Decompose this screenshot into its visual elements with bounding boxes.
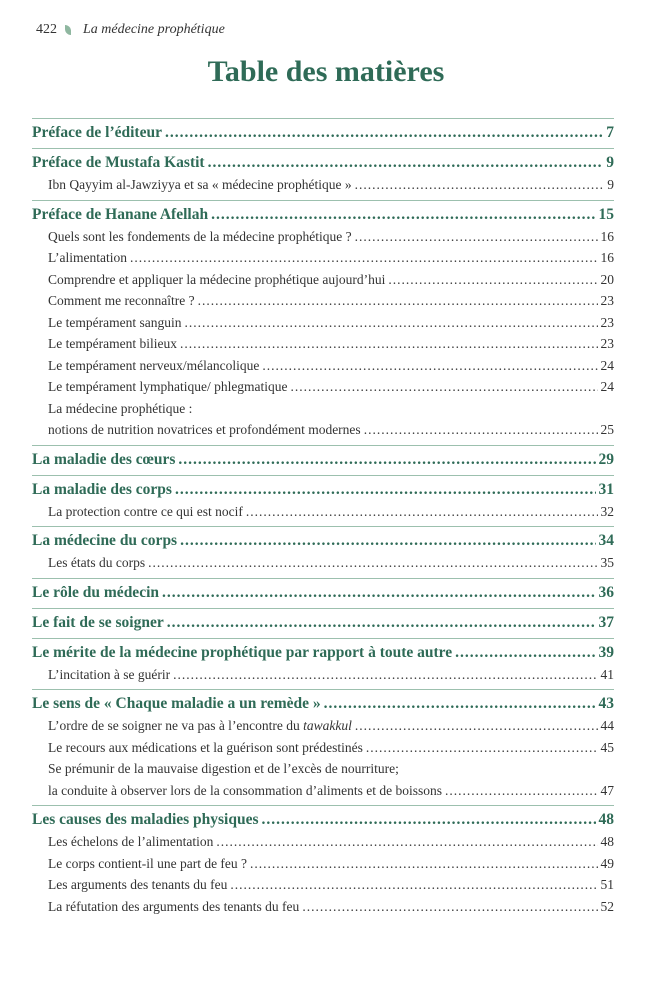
leader-dots <box>388 269 597 291</box>
chapter-page-number: 43 <box>598 695 614 712</box>
toc-subentry[interactable] <box>32 355 614 377</box>
toc-chapter-entry[interactable] <box>32 693 614 715</box>
toc-section <box>32 689 614 805</box>
leader-dots <box>211 204 595 226</box>
leader-dots <box>167 612 596 634</box>
toc-chapter-entry[interactable] <box>32 204 614 226</box>
chapter-title: Le fait de se soigner <box>32 613 164 631</box>
leader-dots <box>355 226 598 248</box>
leader-dots <box>355 715 598 737</box>
toc-subentry[interactable] <box>32 226 614 248</box>
leader-dots <box>355 174 605 196</box>
leader-dots <box>302 896 597 918</box>
chapter-page-number: 9 <box>606 154 614 171</box>
subentry-title: L’ordre de se soigner ne va pas à l’encontre du tawakkul <box>48 718 352 733</box>
subentry-page-number: 16 <box>600 250 614 265</box>
toc-section <box>32 578 614 608</box>
leader-dots <box>291 376 598 398</box>
toc-chapter-entry[interactable] <box>32 582 614 604</box>
subentry-title: La protection contre ce qui est nocif <box>48 503 243 519</box>
chapter-page-number: 34 <box>598 532 614 549</box>
toc-section <box>32 526 614 578</box>
subentry-page-number: 52 <box>600 898 614 914</box>
leader-dots <box>208 152 604 174</box>
subentry-page-number: 25 <box>600 422 614 437</box>
subentry-title: Quels sont les fondements de la médecine prophétique ? <box>48 228 352 244</box>
toc-chapter-entry[interactable] <box>32 449 614 471</box>
page-title: Table des matières <box>207 55 445 88</box>
subentry-italic-term: tawakkul <box>303 718 352 733</box>
subentry-page-number: 47 <box>600 782 614 798</box>
leader-dots <box>184 312 597 334</box>
toc-section <box>32 118 614 148</box>
toc-subentry[interactable] <box>32 780 614 802</box>
toc-subentry[interactable] <box>32 715 614 737</box>
toc-section <box>32 475 614 527</box>
chapter-page-number: 48 <box>598 811 614 828</box>
subentry-title: Les états du corps <box>48 555 146 570</box>
toc-subentry[interactable] <box>32 290 614 312</box>
chapter-page-number: 36 <box>598 583 614 601</box>
toc-subentry[interactable] <box>32 247 614 269</box>
leaf-ornament-icon <box>65 25 71 35</box>
toc-chapter-entry[interactable] <box>32 122 614 144</box>
chapter-page-number: 29 <box>598 450 614 468</box>
subentry-page-number: 23 <box>600 293 614 308</box>
leader-dots <box>175 479 596 501</box>
subentry-title: Le tempérament nerveux/mélancolique <box>48 357 260 373</box>
leader-dots <box>455 642 595 664</box>
toc-subentry[interactable] <box>32 896 614 918</box>
toc-section <box>32 638 614 690</box>
subentry-title: Le recours aux médications et la guérison sont prédestinés <box>48 739 363 755</box>
leader-dots <box>246 501 598 523</box>
chapter-title: Le rôle du médecin <box>32 583 159 601</box>
chapter-page-number: 15 <box>598 205 614 223</box>
chapter-title: Les causes des maladies physiques <box>32 811 259 828</box>
subentry-title: Comment me reconnaître ? <box>48 293 195 308</box>
toc-subentry[interactable] <box>32 737 614 759</box>
leader-dots <box>364 419 598 441</box>
toc-chapter-entry[interactable] <box>32 612 614 634</box>
toc-subentry[interactable] <box>32 419 614 441</box>
toc-section <box>32 148 614 200</box>
chapter-page-number: 39 <box>598 643 614 661</box>
subentry-page-number: 44 <box>600 718 614 733</box>
toc-subentry-line: Se prémunir de la mauvaise digestion et de l’excès de nourriture; <box>48 761 399 776</box>
subentry-title: Le tempérament lymphatique/ phlegmatique <box>48 379 288 394</box>
chapter-title: La maladie des corps <box>32 480 172 498</box>
leader-dots <box>198 290 598 312</box>
subentry-page-number: 24 <box>600 379 614 394</box>
subentry-title: L’incitation à se guérir <box>48 666 171 682</box>
toc-subentry[interactable] <box>32 269 614 291</box>
subentry-page-number: 35 <box>600 555 614 570</box>
leader-dots <box>180 333 598 355</box>
running-title: La médecine prophétique <box>83 22 225 37</box>
page-number: 422 <box>36 22 57 37</box>
toc-subentry[interactable] <box>32 501 614 523</box>
chapter-title: Préface de Mustafa Kastit <box>32 154 205 171</box>
subentry-title: Comprendre et appliquer la médecine prophétique aujourd’hui <box>48 271 386 287</box>
leader-dots <box>173 664 597 686</box>
subentry-title: Les arguments des tenants du feu <box>48 877 228 892</box>
chapter-title: La médecine du corps <box>32 532 178 549</box>
toc-section <box>32 200 614 445</box>
subentry-page-number: 49 <box>600 855 614 871</box>
toc-subentry[interactable] <box>32 312 614 334</box>
subentry-title: Les échelons de l’alimentation <box>48 834 214 849</box>
subentry-page-number: 23 <box>600 336 614 351</box>
toc-subentry[interactable] <box>32 552 614 574</box>
leader-dots <box>216 831 597 853</box>
toc-section <box>32 608 614 638</box>
leader-dots <box>180 530 595 552</box>
subentry-page-number: 9 <box>607 177 614 192</box>
leader-dots <box>445 780 597 802</box>
leader-dots <box>324 693 596 715</box>
subentry-title: La réfutation des arguments des tenants du feu <box>48 898 300 914</box>
toc-subentry[interactable] <box>32 874 614 896</box>
leader-dots <box>148 552 597 574</box>
subentry-page-number: 45 <box>600 739 614 755</box>
chapter-title: La maladie des cœurs <box>32 450 176 468</box>
subentry-title: L’alimentation <box>48 250 127 265</box>
toc-subentry[interactable] <box>32 853 614 875</box>
chapter-page-number: 31 <box>598 480 614 498</box>
leader-dots <box>262 355 597 377</box>
chapter-title: Le mérite de la médecine prophétique par rapport à toute autre <box>32 643 453 661</box>
leader-dots <box>162 582 596 604</box>
chapter-page-number: 7 <box>606 124 614 141</box>
subentry-page-number: 41 <box>600 666 614 682</box>
toc-subentry[interactable] <box>32 174 614 196</box>
subentry-page-number: 51 <box>600 877 614 892</box>
leader-dots <box>178 449 595 471</box>
leader-dots <box>262 809 596 831</box>
page-header <box>36 22 225 38</box>
toc-subentry-line: La médecine prophétique : <box>48 400 193 416</box>
chapter-page-number: 37 <box>598 613 614 631</box>
chapter-title: Le sens de « Chaque maladie a un remède » <box>32 695 321 712</box>
toc-subentry[interactable] <box>32 831 614 853</box>
leader-dots <box>250 853 597 875</box>
toc-subentry[interactable] <box>32 333 614 355</box>
toc-chapter-entry[interactable] <box>32 642 614 664</box>
leader-dots <box>366 737 598 759</box>
toc-section <box>32 445 614 475</box>
toc-section <box>32 805 614 921</box>
toc-chapter-entry[interactable] <box>32 809 614 831</box>
toc-subentry[interactable] <box>32 664 614 686</box>
subentry-title: Le tempérament bilieux <box>48 336 177 351</box>
subentry-page-number: 20 <box>600 271 614 287</box>
subentry-page-number: 24 <box>600 357 614 373</box>
leader-dots <box>165 122 603 144</box>
subentry-page-number: 48 <box>600 834 614 849</box>
leader-dots <box>130 247 598 269</box>
toc-chapter-entry[interactable] <box>32 152 614 174</box>
toc-chapter-entry[interactable] <box>32 479 614 501</box>
subentry-page-number: 32 <box>600 503 614 519</box>
subentry-title: la conduite à observer lors de la consommation d’aliments et de boissons <box>48 782 443 798</box>
subentry-page-number: 23 <box>600 314 614 330</box>
toc-subentry[interactable] <box>32 376 614 398</box>
chapter-title: Préface de Hanane Afellah <box>32 205 209 223</box>
subentry-page-number: 16 <box>600 228 614 244</box>
chapter-title: Préface de l’éditeur <box>32 124 162 141</box>
subentry-title: Le tempérament sanguin <box>48 314 182 330</box>
subentry-title: Le corps contient-il une part de feu ? <box>48 855 248 871</box>
toc-chapter-entry[interactable] <box>32 530 614 552</box>
leader-dots <box>230 874 597 896</box>
subentry-title: Ibn Qayyim al-Jawziyya et sa « médecine prophétique » <box>48 177 352 192</box>
table-of-contents <box>32 118 614 921</box>
subentry-title: notions de nutrition novatrices et profondément modernes <box>48 422 361 437</box>
